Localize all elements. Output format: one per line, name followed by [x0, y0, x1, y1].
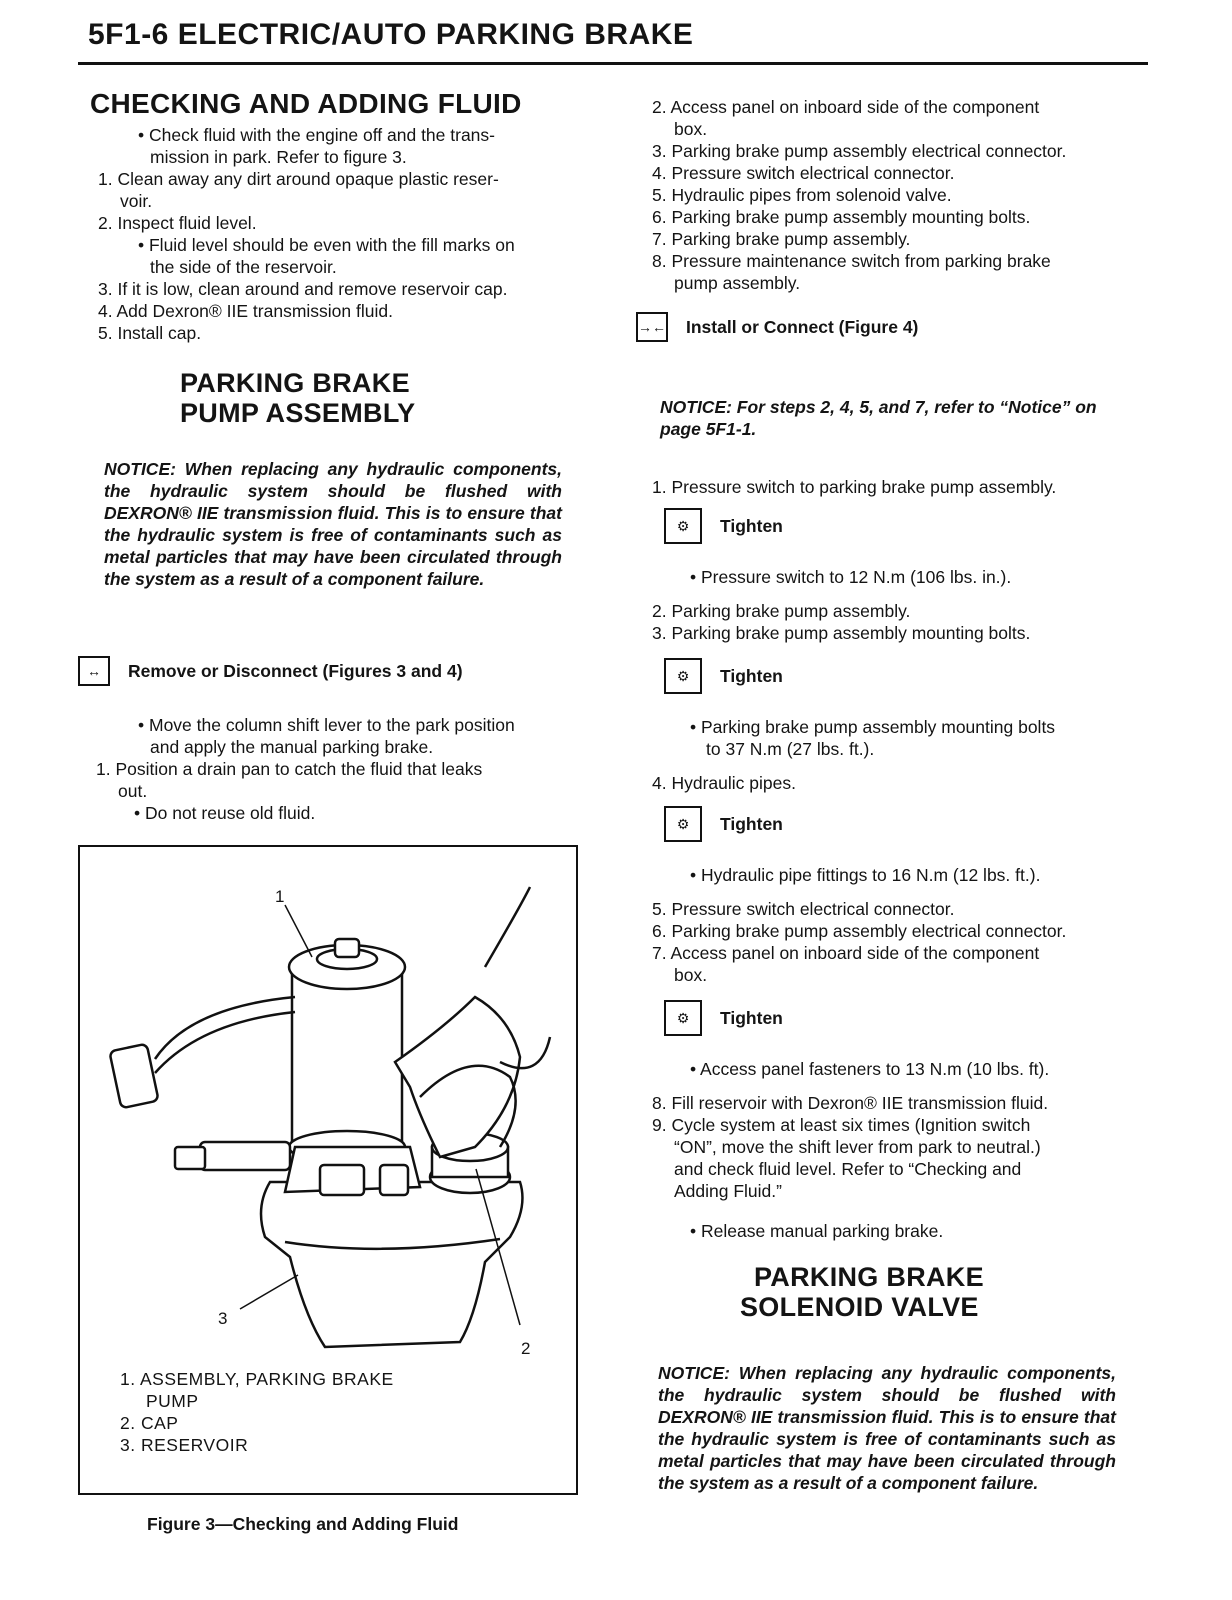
step-line: 2. Access panel on inboard side of the component: [652, 97, 1040, 117]
step-line: and apply the manual parking brake.: [150, 737, 434, 757]
tighten-heading-3: [664, 806, 783, 842]
install-connect-heading: [636, 312, 918, 342]
callout-3: 3: [218, 1309, 228, 1328]
callout-1-leader: [285, 905, 312, 957]
remove-disconnect-icon: ↔: [78, 656, 110, 686]
install-steps-2-3: [652, 600, 1030, 644]
release-brake-note: • Release manual parking brake.: [690, 1221, 944, 1241]
step-line: 8. Fill reservoir with Dexron® IIE transmission fluid.: [652, 1093, 1049, 1113]
tighten-heading-4: [664, 1000, 783, 1036]
electrical-connector-shape: [109, 1044, 158, 1109]
step-line: voir.: [120, 191, 153, 211]
legend-item: PUMP: [146, 1391, 199, 1411]
notice-steps: NOTICE: For steps 2, 4, 5, and 7, refer to “Notice” on page 5F1-1.: [660, 397, 1097, 439]
step-line: 7. Parking brake pump assembly.: [652, 229, 911, 249]
step-line: 1. Position a drain pan to catch the fluid that leaks: [96, 759, 483, 779]
callout-3-leader: [240, 1275, 298, 1309]
section-title-solenoid-valve: [740, 1262, 1040, 1322]
step-line: the side of the reservoir.: [150, 257, 337, 277]
step-line: 5. Pressure switch electrical connector.: [652, 899, 955, 919]
section-title-line: PUMP ASSEMBLY: [180, 398, 416, 428]
step-line: mission in park. Refer to figure 3.: [150, 147, 407, 167]
section-title-checking-fluid: CHECKING AND ADDING FLUID: [90, 88, 522, 119]
torque-wrench-icon: ⚙: [664, 508, 702, 544]
remove-disconnect-heading: [78, 656, 463, 686]
tighten-heading-2: [664, 658, 783, 694]
step-line: 4. Add Dexron® IIE transmission fluid.: [98, 301, 393, 321]
pump-assembly-illustration: [80, 847, 576, 1367]
tighten-heading-1: [664, 508, 783, 544]
step-line: • Move the column shift lever to the park position: [138, 715, 515, 735]
install-step-1: 1. Pressure switch to parking brake pump assembly.: [652, 477, 1057, 497]
torque-wrench-icon: ⚙: [664, 1000, 702, 1036]
install-connect-icon: →←: [636, 312, 668, 342]
notice-hydraulic: NOTICE: When replacing any hydraulic components, the hydraulic system should be flushed with DEXRON® IIE transmission fluid. This is to ensure that the hydraulic system is free of contaminants such as metal particles that may have been circulated through the system as a result of a component failure.: [104, 459, 562, 589]
tighten-label: Tighten: [720, 813, 783, 834]
step-line: 8. Pressure maintenance switch from parking brake: [652, 251, 1051, 271]
remove-items-continued: [652, 96, 1146, 294]
callout-1: 1: [275, 887, 285, 906]
figure-3-caption: Figure 3—Checking and Adding Fluid: [147, 1514, 459, 1534]
header-rule: [78, 62, 1148, 65]
torque-spec-1: • Pressure switch to 12 N.m (106 lbs. in.).: [690, 567, 1012, 587]
step-line: 6. Parking brake pump assembly mounting bolts.: [652, 207, 1031, 227]
tighten-label: Tighten: [720, 665, 783, 686]
step-line: 5. Install cap.: [98, 323, 202, 343]
legend-item: 2. CAP: [120, 1413, 179, 1433]
step-line: and check fluid level. Refer to “Checking and: [674, 1159, 1022, 1179]
step-line: 7. Access panel on inboard side of the component: [652, 943, 1040, 963]
step-line: 6. Parking brake pump assembly electrical connector.: [652, 921, 1067, 941]
section-title-pump-assembly: [180, 368, 480, 428]
step-line: box.: [674, 965, 708, 985]
step-line: • Check fluid with the engine off and the trans-: [138, 125, 495, 145]
section-title-line: PARKING BRAKE: [180, 368, 410, 398]
torque-spec-4: • Access panel fasteners to 13 N.m (10 lbs. ft).: [690, 1059, 1050, 1079]
install-step-4: 4. Hydraulic pipes.: [652, 773, 796, 793]
torque-spec-2: [690, 716, 1146, 760]
torque-wrench-icon: ⚙: [664, 806, 702, 842]
step-line: out.: [118, 781, 148, 801]
step-line: 9. Cycle system at least six times (Ignition switch: [652, 1115, 1031, 1135]
tighten-label: Tighten: [720, 515, 783, 536]
install-steps-8-9: [652, 1092, 1146, 1202]
step-line: pump assembly.: [674, 273, 801, 293]
install-connect-label: Install or Connect (Figure 4): [686, 316, 919, 337]
torque-spec-3: • Hydraulic pipe fittings to 16 N.m (12 lbs. ft.).: [690, 865, 1041, 885]
legend-item: 1. ASSEMBLY, PARKING BRAKE: [120, 1369, 394, 1389]
remove-disconnect-label: Remove or Disconnect (Figures 3 and 4): [128, 660, 463, 681]
reservoir-shape: [261, 1182, 522, 1347]
step-line: • Do not reuse old fluid.: [134, 803, 316, 823]
callout-2: 2: [521, 1339, 531, 1358]
step-line: 3. Parking brake pump assembly electrical connector.: [652, 141, 1067, 161]
step-line: 3. If it is low, clean around and remove reservoir cap.: [98, 279, 508, 299]
checking-fluid-steps: [98, 124, 588, 344]
remove-steps: [96, 714, 588, 824]
step-line: “ON”, move the shift lever from park to neutral.): [674, 1137, 1041, 1157]
step-line: Adding Fluid.”: [674, 1181, 782, 1201]
install-steps-5-7: [652, 898, 1146, 986]
notice-hydraulic-2: NOTICE: When replacing any hydraulic components, the hydraulic system should be flushed with DEXRON® IIE transmission fluid. This is to ensure that the hydraulic system is free of contaminants such as metal particles that may have been circulated through the system as a result of a component failure.: [658, 1363, 1116, 1493]
torque-wrench-icon: ⚙: [664, 658, 702, 694]
section-title-line: SOLENOID VALVE: [740, 1292, 979, 1322]
torque-line: • Parking brake pump assembly mounting bolts: [690, 717, 1056, 737]
torque-line: to 37 N.m (27 lbs. ft.).: [706, 739, 875, 759]
step-line: 5. Hydraulic pipes from solenoid valve.: [652, 185, 952, 205]
step-line: 3. Parking brake pump assembly mounting bolts.: [652, 623, 1031, 643]
legend-item: 3. RESERVOIR: [120, 1435, 249, 1455]
tighten-label: Tighten: [720, 1007, 783, 1028]
section-title-line: PARKING BRAKE: [754, 1262, 984, 1292]
page-header: 5F1-6 ELECTRIC/AUTO PARKING BRAKE: [88, 18, 694, 51]
step-line: box.: [674, 119, 708, 139]
step-line: 2. Parking brake pump assembly.: [652, 601, 911, 621]
pump-motor-shape: [292, 967, 402, 1147]
step-line: 2. Inspect fluid level.: [98, 213, 257, 233]
step-line: • Fluid level should be even with the fill marks on: [138, 235, 515, 255]
step-line: 4. Pressure switch electrical connector.: [652, 163, 955, 183]
figure-3-legend: [120, 1368, 394, 1456]
step-line: 1. Clean away any dirt around opaque plastic reser-: [98, 169, 499, 189]
